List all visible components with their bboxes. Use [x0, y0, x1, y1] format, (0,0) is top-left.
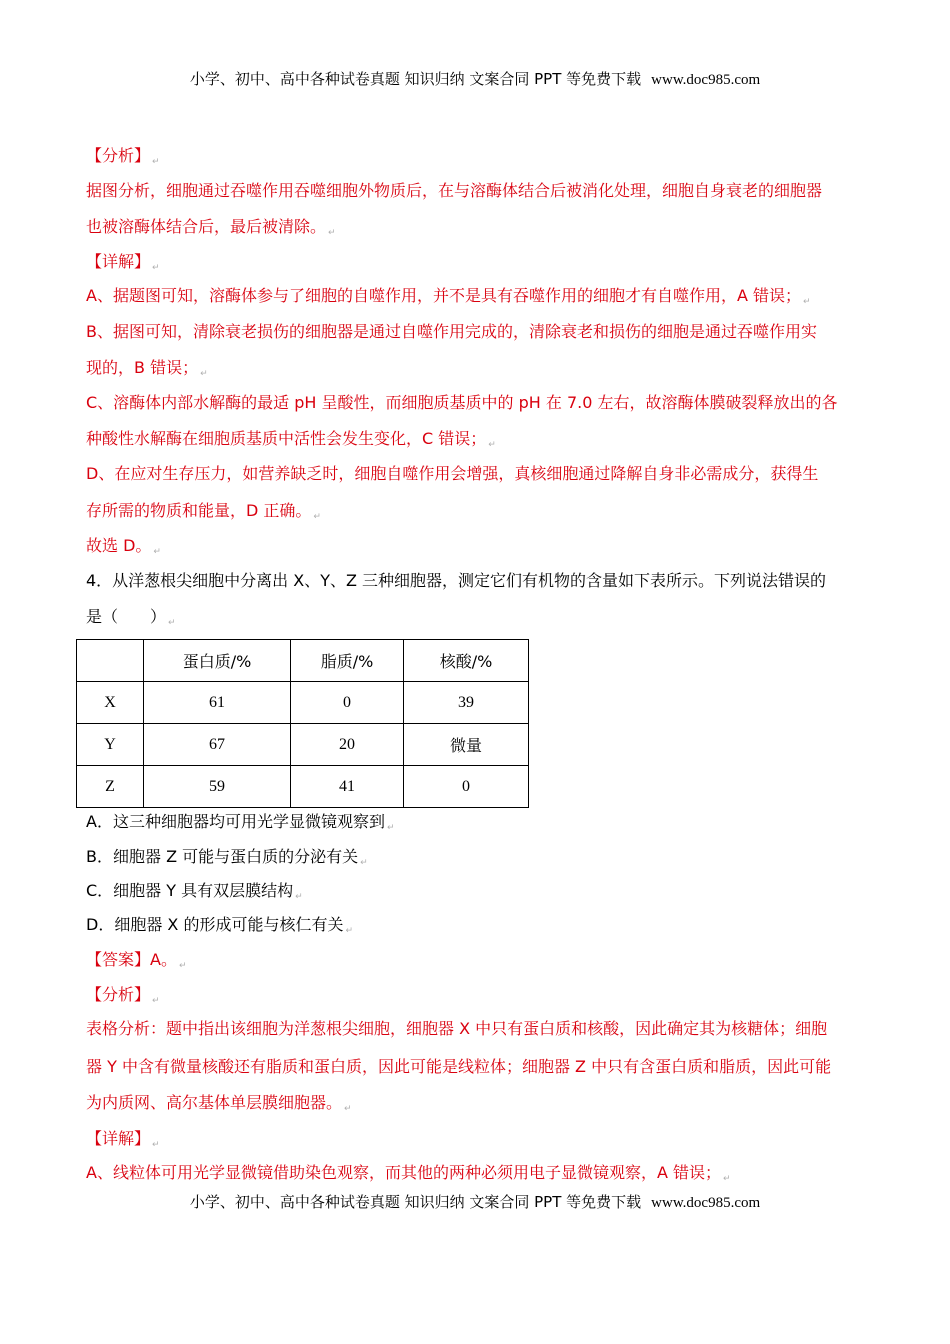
- q3-detail-label: 【详解】 ↵: [86, 252, 160, 273]
- q3-option-c-explanation-1: C、溶酶体内部水解酶的最适 pH 呈酸性，而细胞质基质中的 pH 在 7.0 左右，故溶酶体膜破裂释放出的各: [86, 393, 838, 412]
- table-cell: 67: [144, 724, 291, 766]
- table-row: [77, 766, 529, 808]
- header-url[interactable]: www.doc985.com: [651, 72, 761, 88]
- q3-option-a-explanation: A、据题图可知，溶酶体参与了细胞的自噬作用，并不是具有吞噬作用的细胞才有自噬作用，A 错误； ↵: [86, 286, 811, 307]
- q4-answer-value: A: [150, 950, 161, 969]
- table-row: [77, 682, 529, 724]
- table-cell: Y: [77, 724, 144, 766]
- table-header-cell: 核酸/%: [404, 640, 529, 682]
- q4-analysis-label: 【分析】 ↵: [86, 985, 160, 1006]
- header-text: 小学、初中、高中各种试卷真题 知识归纳 文案合同 PPT 等免费下载: [189, 70, 642, 88]
- table-cell: Z: [77, 766, 144, 808]
- table-cell: 61: [144, 682, 291, 724]
- q4-option-a-explanation: A、线粒体可用光学显微镜借助染色观察，而其他的两种必须用电子显微镜观察，A 错误； ↵: [86, 1163, 731, 1184]
- q4-option-c: C．细胞器 Y 具有双层膜结构 ↵: [86, 881, 303, 902]
- organelle-composition-table: [76, 639, 529, 808]
- table-cell: 39: [404, 682, 529, 724]
- q3-option-b-explanation-2: 现的，B 错误； ↵: [86, 358, 208, 379]
- table-row: [77, 724, 529, 766]
- q4-analysis-line-2: 器 Y 中含有微量核酸还有脂质和蛋白质，因此可能是线粒体；细胞器 Z 中只有含蛋白质和脂质，因此可能: [86, 1057, 832, 1076]
- q3-option-d-explanation-1: D、在应对生存压力，如营养缺乏时，细胞自噬作用会增强，真核细胞通过降解自身非必需成分，获得生: [86, 464, 819, 483]
- q4-analysis-line-1: 表格分析：题中指出该细胞为洋葱根尖细胞，细胞器 X 中只有蛋白质和核酸，因此确定其为核糖体；细胞: [86, 1019, 828, 1038]
- q4-option-a: A．这三种细胞器均可用光学显微镜观察到 ↵: [86, 812, 395, 833]
- table-header-cell: 脂质/%: [291, 640, 404, 682]
- q3-conclusion: 故选 D。 ↵: [86, 536, 161, 557]
- q4-detail-label: 【详解】 ↵: [86, 1129, 160, 1150]
- table-cell: 20: [291, 724, 404, 766]
- page-header: [0, 68, 950, 89]
- q3-option-d-explanation-2: 存所需的物质和能量，D 正确。 ↵: [86, 501, 321, 522]
- q3-analysis-label: 【分析】 ↵: [86, 146, 160, 167]
- footer-url[interactable]: www.doc985.com: [651, 1195, 761, 1211]
- table-header-cell: [77, 640, 144, 682]
- q4-option-b: B．细胞器 Z 可能与蛋白质的分泌有关 ↵: [86, 847, 368, 868]
- q4-answer: 【答案】A。 ↵: [86, 950, 187, 971]
- table-header-cell: 蛋白质/%: [144, 640, 291, 682]
- q3-analysis-line-1: 据图分析，细胞通过吞噬作用吞噬细胞外物质后，在与溶酶体结合后被消化处理，细胞自身衰老的细胞器: [86, 181, 823, 200]
- q4-stem-line-2: 是（ ） ↵: [86, 607, 176, 628]
- table-cell: 0: [291, 682, 404, 724]
- q4-option-d: D．细胞器 X 的形成可能与核仁有关 ↵: [86, 915, 354, 936]
- q3-option-c-explanation-2: 种酸性水解酶在细胞质基质中活性会发生变化，C 错误； ↵: [86, 429, 496, 450]
- table-cell: 41: [291, 766, 404, 808]
- table-cell: 0: [404, 766, 529, 808]
- q3-option-b-explanation-1: B、据图可知，清除衰老损伤的细胞器是通过自噬作用完成的，清除衰老和损伤的细胞是通过吞噬作用实: [86, 322, 817, 341]
- page-footer: [0, 1191, 950, 1212]
- footer-text: 小学、初中、高中各种试卷真题 知识归纳 文案合同 PPT 等免费下载: [189, 1193, 642, 1211]
- table-cell: X: [77, 682, 144, 724]
- table-cell: 59: [144, 766, 291, 808]
- table-header-row: [77, 640, 529, 682]
- q4-stem-line-1: 4．从洋葱根尖细胞中分离出 X、Y、Z 三种细胞器，测定它们有机物的含量如下表所示。下列说法错误的: [86, 571, 827, 590]
- table-cell: 微量: [404, 724, 529, 766]
- q4-analysis-line-3: 为内质网、高尔基体单层膜细胞器。 ↵: [86, 1093, 352, 1114]
- q3-analysis-line-2: 也被溶酶体结合后，最后被清除。 ↵: [86, 217, 336, 238]
